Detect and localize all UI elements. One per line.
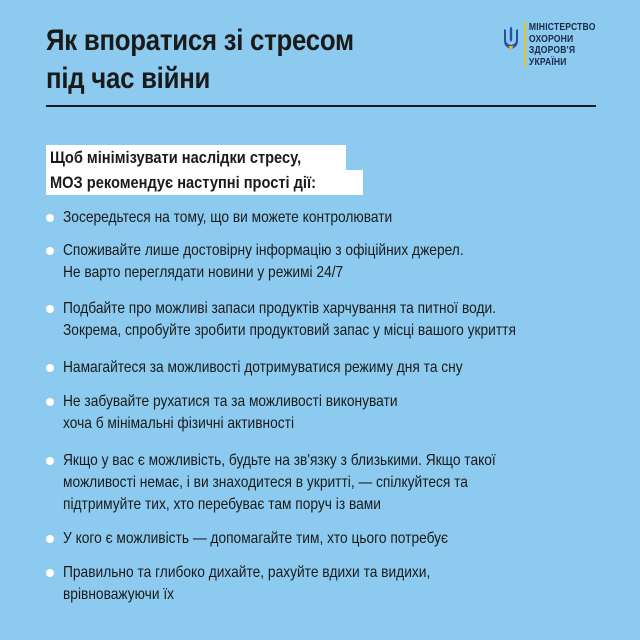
bullet-icon (46, 247, 54, 255)
page-title-line-2: під час війни (46, 62, 211, 95)
tip-text: Не забувайте рухатися та за можливості виконувати (63, 393, 398, 410)
tip-text: Правильно та глибоко дихайте, рахуйте вдихи та видихи, (63, 564, 431, 581)
tip-text: Намагайтеся за можливості дотримуватися режиму дня та сну (63, 359, 463, 376)
ministry-name-line-1: МІНІСТЕРСТВО (528, 21, 596, 33)
tip-text: Якщо у вас є можливість, будьте на зв'язку з близькими. Якщо такої (63, 452, 496, 469)
tip-text: Не варто переглядати новини у режимі 24/7 (63, 264, 344, 281)
tip-text: Споживайте лише достовірну інформацію з офіційних джерел. (63, 242, 464, 259)
page-title-line-1: Як впоратися зі стресом (46, 24, 354, 57)
tip-text: Зосередьтеся на тому, що ви можете контролювати (63, 209, 393, 226)
ministry-name-line-3: ЗДОРОВ'Я (528, 44, 576, 56)
tip-text: підтримуйте тих, хто перебуває там поруч із вами (63, 496, 381, 513)
bullet-icon (46, 569, 54, 577)
tip-text: можливості немає, і ви знаходитеся в укритті, — спілкуйтеся та (63, 474, 468, 491)
tip-text: Зокрема, спробуйте зробити продуктовий запас у місці вашого укриття (63, 322, 516, 339)
bullet-icon (46, 364, 54, 372)
bullet-icon (46, 305, 54, 313)
intro-line-2: МОЗ рекомендує наступні прості дії: (46, 170, 363, 195)
bullet-icon (46, 535, 54, 543)
bullet-icon (46, 214, 54, 222)
tip-text: врівноважуючи їх (63, 586, 175, 603)
ministry-name-line-4: УКРАЇНИ (528, 55, 567, 68)
bullet-icon (46, 457, 54, 465)
ministry-name-line-2: ОХОРОНИ (528, 32, 574, 45)
intro-line-1: Щоб мінімізувати наслідки стресу, (46, 145, 346, 170)
bullet-icon (46, 398, 54, 406)
tip-text: Подбайте про можливі запаси продуктів харчування та питної води. (63, 300, 496, 317)
tip-text: У кого є можливість — допомагайте тим, хто цього потребує (63, 530, 449, 547)
tip-text: хоча б мінімальні фізичні активності (63, 415, 295, 432)
